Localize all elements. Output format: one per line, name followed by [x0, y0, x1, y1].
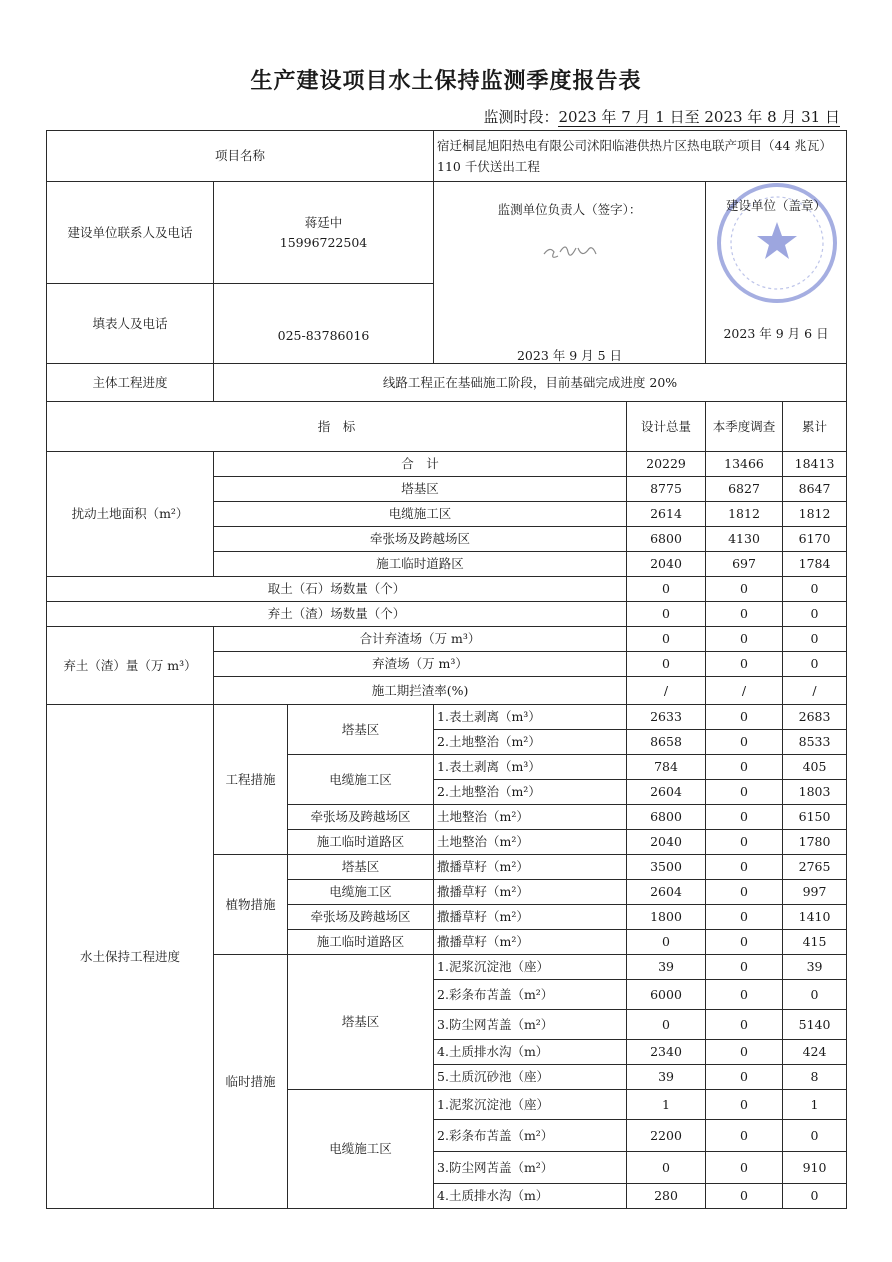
progress-label: 主体工程进度: [47, 364, 214, 402]
table-cell: 0: [627, 1010, 706, 1040]
table-cell: 2.彩条布苫盖（m²）: [434, 1120, 627, 1152]
table-cell: 1.表土剥离（m³）: [434, 705, 627, 730]
table-cell: 1812: [706, 502, 783, 527]
table-cell: 0: [627, 930, 706, 955]
table-cell: 2.土地整治（m²）: [434, 730, 627, 755]
progress-value: 线路工程正在基础施工阶段，目前基础完成进度 20%: [214, 364, 847, 402]
table-cell: 6000: [627, 980, 706, 1010]
area-pull: 牵张场及跨越场区: [288, 805, 434, 830]
table-cell: 0: [627, 652, 706, 677]
table-cell: 施工临时道路区: [214, 552, 627, 577]
monitor-signature: [437, 218, 702, 294]
table-cell: 0: [783, 577, 847, 602]
table-cell: 4.土质排水沟（m）: [434, 1040, 627, 1065]
table-cell: 0: [706, 1040, 783, 1065]
builder-label: 建设单位（盖章）: [726, 198, 827, 213]
table-cell: 3.防尘网苫盖（m²）: [434, 1152, 627, 1184]
table-cell: 3.防尘网苫盖（m²）: [434, 1010, 627, 1040]
table-cell: 280: [627, 1184, 706, 1209]
project-name-label: 项目名称: [47, 131, 434, 182]
contact-cell: [214, 182, 434, 284]
table-cell: 1.表土剥离（m³）: [434, 755, 627, 780]
table-cell: 撒播草籽（m²）: [434, 905, 627, 930]
table-cell: 塔基区: [288, 855, 434, 880]
table-cell: 1780: [783, 830, 847, 855]
table-cell: 0: [706, 652, 783, 677]
table-cell: 0: [706, 880, 783, 905]
table-cell: 0: [783, 1120, 847, 1152]
builder-cell: [706, 182, 847, 364]
table-cell: 0: [706, 705, 783, 730]
table-cell: 0: [706, 602, 783, 627]
table-cell: 1.泥浆沉淀池（座）: [434, 1090, 627, 1120]
table-cell: 8775: [627, 477, 706, 502]
disturbed-label: 扰动土地面积（m²）: [47, 452, 214, 577]
table-cell: 0: [706, 930, 783, 955]
table-cell: 4130: [706, 527, 783, 552]
table-cell: 0: [706, 1152, 783, 1184]
area-road: 施工临时道路区: [288, 830, 434, 855]
area-tower: 塔基区: [288, 705, 434, 755]
table-cell: 0: [627, 627, 706, 652]
temp-area-tower: 塔基区: [288, 955, 434, 1090]
table-cell: 0: [706, 1120, 783, 1152]
table-cell: 土地整治（m²）: [434, 830, 627, 855]
table-cell: 2604: [627, 880, 706, 905]
table-cell: 39: [783, 955, 847, 980]
table-cell: 塔基区: [214, 477, 627, 502]
table-cell: 0: [706, 1184, 783, 1209]
monitor-date: 2023 年 9 月 5 日: [516, 347, 623, 363]
table-cell: 0: [706, 730, 783, 755]
col-header-indicator: 指 标: [47, 402, 627, 452]
period-label: 监测时段：: [483, 108, 559, 126]
table-cell: 2633: [627, 705, 706, 730]
monitoring-period: [483, 106, 840, 127]
table-cell: 0: [706, 1090, 783, 1120]
temp-area-cable: 电缆施工区: [288, 1090, 434, 1209]
table-cell: 取土（石）场数量（个）: [47, 577, 627, 602]
table-cell: 撒播草籽（m²）: [434, 855, 627, 880]
table-cell: 2765: [783, 855, 847, 880]
table-cell: 撒播草籽（m²）: [434, 930, 627, 955]
table-cell: 施工临时道路区: [288, 930, 434, 955]
table-cell: 8: [783, 1065, 847, 1090]
table-cell: 0: [706, 980, 783, 1010]
table-cell: 20229: [627, 452, 706, 477]
table-cell: 牵张场及跨越场区: [214, 527, 627, 552]
table-cell: 0: [783, 1184, 847, 1209]
project-name-value: 宿迁桐昆旭阳热电有限公司沭阳临港供热片区热电联产项目（44 兆瓦）110 千伏送出工程: [434, 131, 847, 182]
contact-phone: 15996722504: [279, 234, 368, 250]
table-cell: 撒播草籽（m²）: [434, 880, 627, 905]
table-cell: 2.土地整治（m²）: [434, 780, 627, 805]
table-cell: 997: [783, 880, 847, 905]
col-header-design: 设计总量: [627, 402, 706, 452]
table-cell: 1: [783, 1090, 847, 1120]
table-cell: 8533: [783, 730, 847, 755]
period-value: 2023 年 7 月 1 日至 2023 年 8 月 31 日: [558, 108, 840, 126]
table-cell: 2.彩条布苫盖（m²）: [434, 980, 627, 1010]
table-cell: 8658: [627, 730, 706, 755]
table-cell: 1800: [627, 905, 706, 930]
table-cell: /: [783, 677, 847, 705]
table-cell: 0: [706, 627, 783, 652]
table-cell: 施工期拦渣率(%): [214, 677, 627, 705]
table-cell: 910: [783, 1152, 847, 1184]
table-cell: 0: [706, 577, 783, 602]
table-cell: 6827: [706, 477, 783, 502]
table-cell: 电缆施工区: [288, 880, 434, 905]
contact-name: 蒋廷中: [304, 214, 343, 230]
table-cell: 0: [706, 1065, 783, 1090]
area-cable: 电缆施工区: [288, 755, 434, 805]
table-cell: 405: [783, 755, 847, 780]
table-cell: 0: [706, 855, 783, 880]
table-cell: 0: [706, 780, 783, 805]
table-cell: 0: [783, 652, 847, 677]
table-cell: 18413: [783, 452, 847, 477]
table-cell: /: [706, 677, 783, 705]
table-cell: 2200: [627, 1120, 706, 1152]
table-cell: 0: [627, 1152, 706, 1184]
table-cell: 6150: [783, 805, 847, 830]
table-cell: 0: [706, 755, 783, 780]
table-cell: 1.泥浆沉淀池（座）: [434, 955, 627, 980]
table-cell: 3500: [627, 855, 706, 880]
col-header-cumulative: 累计: [783, 402, 847, 452]
table-cell: 5.土质沉砂池（座）: [434, 1065, 627, 1090]
table-cell: 2040: [627, 830, 706, 855]
table-cell: 0: [627, 602, 706, 627]
table-cell: 弃渣场（万 m³）: [214, 652, 627, 677]
table-cell: 1410: [783, 905, 847, 930]
table-cell: 6800: [627, 527, 706, 552]
col-header-quarter: 本季度调查: [706, 402, 783, 452]
swc-label: 水土保持工程进度: [47, 705, 214, 1209]
table-cell: 2683: [783, 705, 847, 730]
table-cell: 牵张场及跨越场区: [288, 905, 434, 930]
table-cell: 6800: [627, 805, 706, 830]
page-title: 生产建设项目水土保持监测季度报告表: [250, 69, 642, 94]
table-cell: 1: [627, 1090, 706, 1120]
table-cell: 弃土（渣）场数量（个）: [47, 602, 627, 627]
table-cell: 合 计: [214, 452, 627, 477]
table-cell: 2614: [627, 502, 706, 527]
table-cell: 1784: [783, 552, 847, 577]
table-cell: 424: [783, 1040, 847, 1065]
contact-label: 建设单位联系人及电话: [47, 182, 214, 284]
builder-date: 2023 年 9 月 6 日: [723, 325, 829, 341]
table-cell: 0: [706, 905, 783, 930]
report-table: [46, 130, 847, 1209]
temp-label: 临时措施: [214, 955, 288, 1209]
table-cell: 0: [706, 805, 783, 830]
spoil-label: 弃土（渣）量（万 m³）: [47, 627, 214, 705]
table-cell: 8647: [783, 477, 847, 502]
filler-label: 填表人及电话: [47, 284, 214, 364]
table-cell: 0: [783, 980, 847, 1010]
table-cell: 39: [627, 955, 706, 980]
table-cell: 39: [627, 1065, 706, 1090]
table-cell: 0: [783, 602, 847, 627]
table-cell: 电缆施工区: [214, 502, 627, 527]
table-cell: 415: [783, 930, 847, 955]
table-cell: 0: [706, 1010, 783, 1040]
eng-label: 工程措施: [214, 705, 288, 855]
table-cell: 土地整治（m²）: [434, 805, 627, 830]
filler-phone: 025-83786016: [214, 284, 434, 364]
table-cell: 1812: [783, 502, 847, 527]
table-cell: 0: [706, 955, 783, 980]
table-cell: 6170: [783, 527, 847, 552]
table-cell: 合计弃渣场（万 m³）: [214, 627, 627, 652]
table-cell: 5140: [783, 1010, 847, 1040]
table-cell: 0: [783, 627, 847, 652]
table-cell: 0: [627, 577, 706, 602]
table-cell: 2604: [627, 780, 706, 805]
signature-mark: [540, 240, 600, 264]
table-cell: 0: [706, 830, 783, 855]
table-cell: 13466: [706, 452, 783, 477]
monitor-label: 监测单位负责人（签字）：: [497, 202, 642, 217]
table-cell: 2340: [627, 1040, 706, 1065]
table-cell: /: [627, 677, 706, 705]
table-cell: 697: [706, 552, 783, 577]
veg-label: 植物措施: [214, 855, 288, 955]
table-cell: 1803: [783, 780, 847, 805]
table-cell: 784: [627, 755, 706, 780]
table-cell: 4.土质排水沟（m）: [434, 1184, 627, 1209]
monitor-cell: [434, 182, 706, 364]
table-cell: 2040: [627, 552, 706, 577]
